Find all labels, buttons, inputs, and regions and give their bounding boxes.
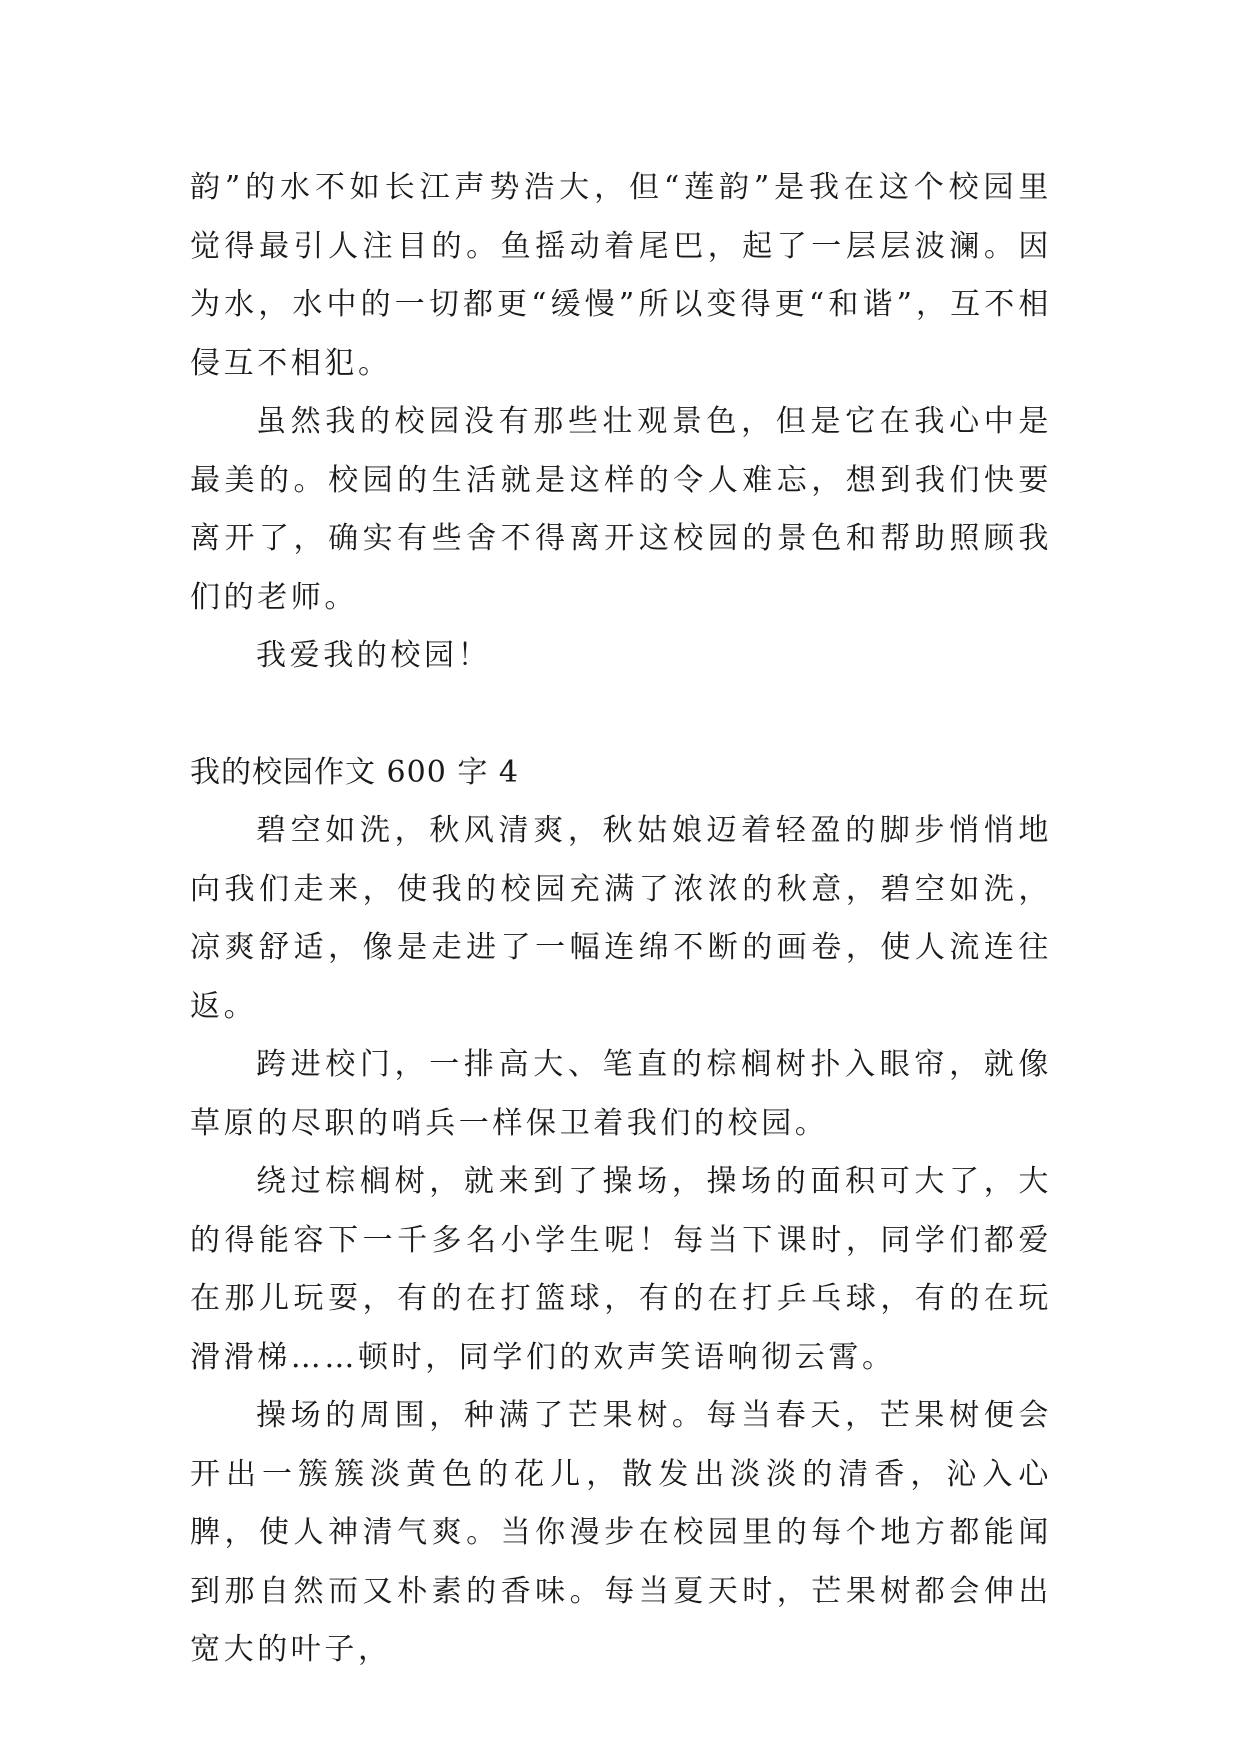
paragraph-playground: 绕过棕榈树，就来到了操场，操场的面积可大了，大的得能容下一千多名小学生呢！每当下课时，同学们都爱在那儿玩耍，有的在打篮球，有的在打乒乓球，有的在玩滑滑梯……顿时，同学们的欢声笑语响彻云霄。: [190, 1164, 1052, 1375]
paragraph-mango-trees: 操场的周围，种满了芒果树。每当春天，芒果树便会开出一簇簇淡黄色的花儿，散发出淡淡的清香，沁入心脾，使人神清气爽。当你漫步在校园里的每个地方都能闻到那自然而又朴素的香味。每当夏天时，芒果树都会伸出宽大的叶子，: [190, 1398, 1052, 1667]
section-title: 我的校园作文 600 字 4: [190, 754, 519, 790]
paragraph-campus-beauty: 虽然我的校园没有那些壮观景色，但是它在我心中是最美的。校园的生活就是这样的令人难忘，想到我们快要离开了，确实有些舍不得离开这校园的景色和帮助照顾我们的老师。: [190, 404, 1052, 615]
document-body: [190, 159, 1052, 1680]
paragraph-pond-continuation: 韵”的水不如长江声势浩大，但“莲韵”是我在这个校园里觉得最引人注目的。鱼摇动着尾巴，起了一层层波澜。因为水，水中的一切都更“缓慢”所以变得更“和谐”，互不相侵互不相犯。: [190, 170, 1052, 381]
paragraph-autumn-intro: 碧空如洗，秋风清爽，秋姑娘迈着轻盈的脚步悄悄地向我们走来，使我的校园充满了浓浓的秋意，碧空如洗，凉爽舒适，像是走进了一幅连绵不断的画卷，使人流连往返。: [190, 813, 1052, 1024]
section-spacer: [190, 686, 1052, 744]
paragraph-palm-trees: 跨进校门，一排高大、笔直的棕榈树扑入眼帘，就像草原的尽职的哨兵一样保卫着我们的校园。: [190, 1047, 1052, 1141]
paragraph-i-love-campus: 我爱我的校园！: [256, 638, 492, 673]
